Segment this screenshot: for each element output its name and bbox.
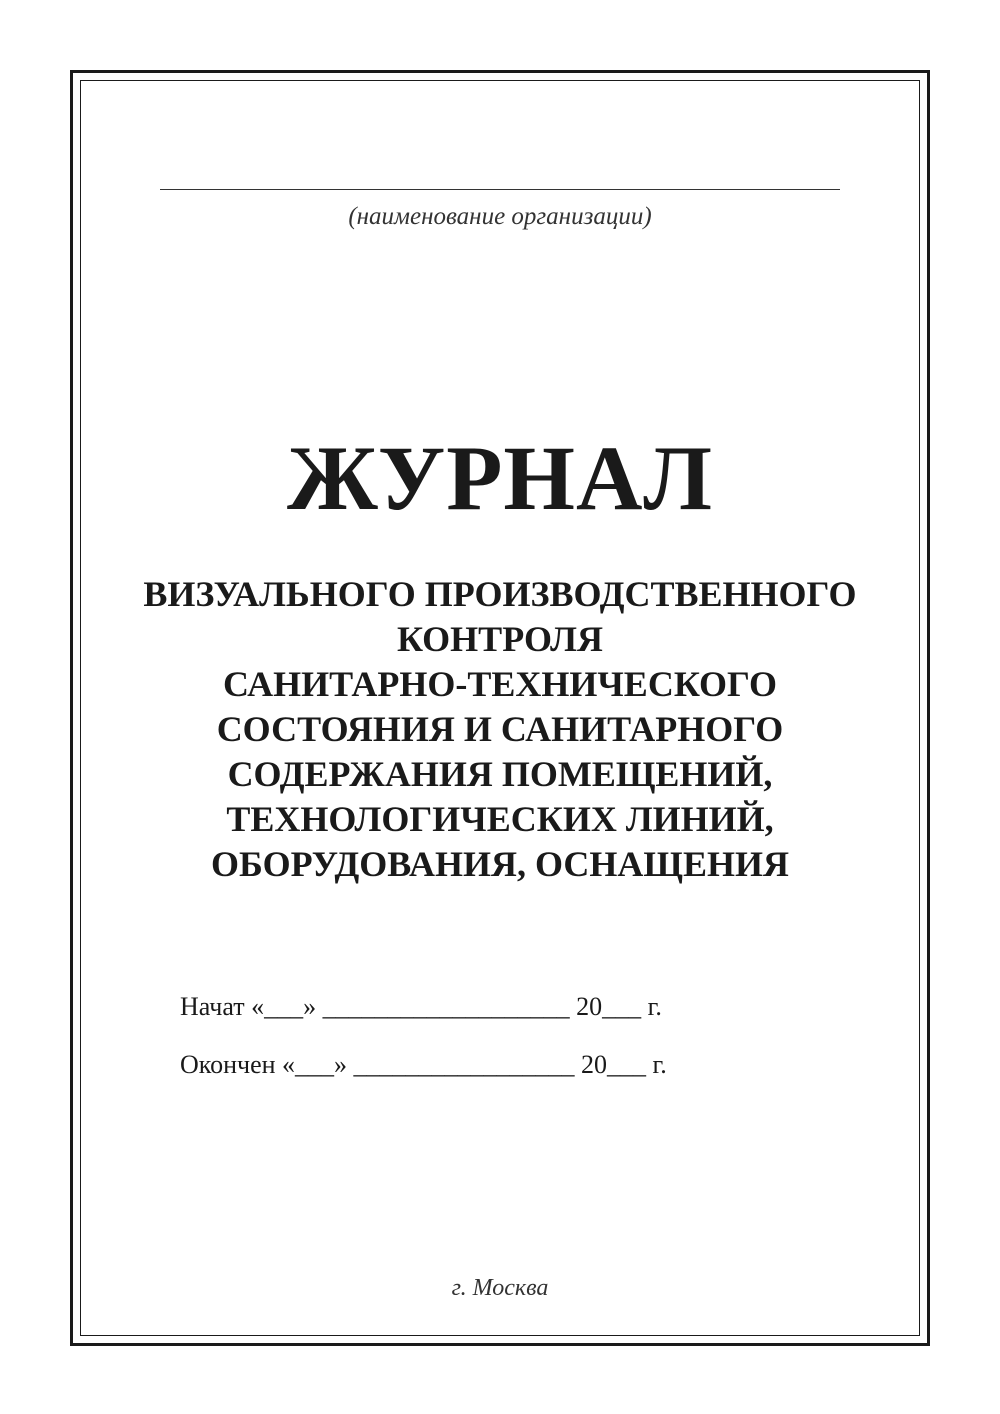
organization-name-line bbox=[160, 189, 840, 190]
subtitle-line: ВИЗУАЛЬНОГО ПРОИЗВОДСТВЕННОГО bbox=[143, 574, 857, 614]
journal-subtitle bbox=[0, 572, 1000, 887]
journal-title: ЖУРНАЛ bbox=[287, 427, 713, 529]
subtitle-line: КОНТРОЛЯ bbox=[396, 619, 604, 659]
started-date-line: Начат «___» ___________________ 20___ г. bbox=[180, 992, 662, 1021]
subtitle-line: СОСТОЯНИЯ И САНИТАРНОГО bbox=[216, 709, 784, 749]
organization-caption: (наименование организации) bbox=[348, 203, 652, 230]
subtitle-line: САНИТАРНО-ТЕХНИЧЕСКОГО bbox=[222, 664, 778, 704]
city-label: г. Москва bbox=[451, 1275, 549, 1301]
subtitle-line: ОБОРУДОВАНИЯ, ОСНАЩЕНИЯ bbox=[211, 844, 789, 884]
ended-date-line: Окончен «___» _________________ 20___ г. bbox=[180, 1050, 667, 1079]
subtitle-line: ТЕХНОЛОГИЧЕСКИХ ЛИНИЙ, bbox=[226, 799, 774, 839]
subtitle-line: СОДЕРЖАНИЯ ПОМЕЩЕНИЙ, bbox=[227, 754, 773, 794]
